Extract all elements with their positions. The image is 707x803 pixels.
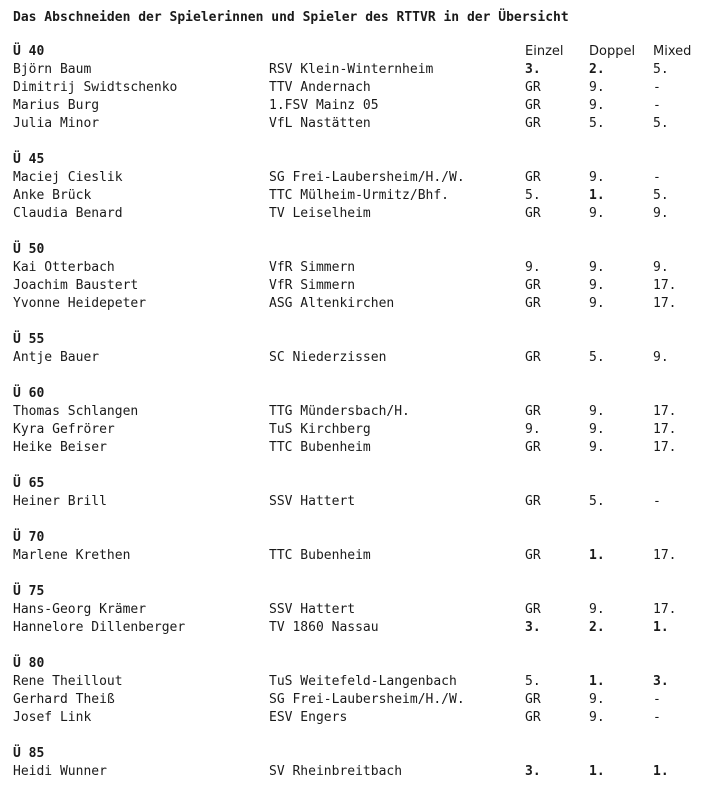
player-name: Antje Bauer bbox=[13, 350, 100, 365]
player-club: TTG Mündersbach/H. bbox=[269, 404, 410, 419]
result-einzel: GR bbox=[525, 98, 541, 113]
result-doppel: 9. bbox=[589, 404, 605, 419]
result-einzel: GR bbox=[525, 494, 541, 509]
result-doppel: 1. bbox=[589, 548, 605, 563]
group-header bbox=[0, 151, 707, 169]
result-doppel: 9. bbox=[589, 602, 605, 617]
result-einzel: GR bbox=[525, 80, 541, 95]
player-name: Heike Beiser bbox=[13, 440, 107, 455]
result-mixed: 17. bbox=[653, 602, 677, 617]
player-club: SG Frei-Laubersheim/H./W. bbox=[269, 692, 465, 707]
result-doppel: 9. bbox=[589, 260, 605, 275]
result-einzel: GR bbox=[525, 350, 541, 365]
player-club: TTC Bubenheim bbox=[269, 548, 371, 563]
player-row bbox=[0, 205, 707, 223]
result-doppel: 9. bbox=[589, 98, 605, 113]
player-club: TV Leiselheim bbox=[269, 206, 371, 221]
group-header bbox=[0, 331, 707, 349]
result-doppel: 9. bbox=[589, 692, 605, 707]
group-header bbox=[0, 529, 707, 547]
player-club: ASG Altenkirchen bbox=[269, 296, 395, 311]
result-einzel: 3. bbox=[525, 764, 541, 779]
result-doppel: 9. bbox=[589, 422, 605, 437]
player-row bbox=[0, 403, 707, 421]
result-einzel: GR bbox=[525, 548, 541, 563]
player-club: 1.FSV Mainz 05 bbox=[269, 98, 379, 113]
player-row bbox=[0, 709, 707, 727]
player-row bbox=[0, 115, 707, 133]
player-name: Yvonne Heidepeter bbox=[13, 296, 147, 311]
player-row bbox=[0, 349, 707, 367]
result-einzel: 3. bbox=[525, 62, 541, 77]
player-name: Björn Baum bbox=[13, 62, 92, 77]
player-row bbox=[0, 61, 707, 79]
group-header bbox=[0, 655, 707, 673]
result-einzel: 3. bbox=[525, 620, 541, 635]
group-header bbox=[0, 385, 707, 403]
player-name: Joachim Baustert bbox=[13, 278, 139, 293]
result-einzel: GR bbox=[525, 602, 541, 617]
player-name: Dimitrij Swidtschenko bbox=[13, 80, 178, 95]
result-mixed: 17. bbox=[653, 548, 677, 563]
player-club: RSV Klein-Winternheim bbox=[269, 62, 434, 77]
result-mixed: 1. bbox=[653, 764, 669, 779]
result-einzel: GR bbox=[525, 404, 541, 419]
player-club: SG Frei-Laubersheim/H./W. bbox=[269, 170, 465, 185]
result-mixed: - bbox=[653, 710, 661, 725]
player-row bbox=[0, 493, 707, 511]
player-name: Kyra Gefrörer bbox=[13, 422, 115, 437]
group-header bbox=[0, 745, 707, 763]
result-einzel: GR bbox=[525, 116, 541, 131]
player-name: Gerhard Theiß bbox=[13, 692, 115, 707]
player-row bbox=[0, 691, 707, 709]
result-einzel: GR bbox=[525, 206, 541, 221]
player-name: Maciej Cieslik bbox=[13, 170, 123, 185]
player-club: TTC Mülheim-Urmitz/Bhf. bbox=[269, 188, 450, 203]
result-doppel: 9. bbox=[589, 170, 605, 185]
player-row bbox=[0, 277, 707, 295]
player-row bbox=[0, 763, 707, 781]
result-mixed: 3. bbox=[653, 674, 669, 689]
player-name: Claudia Benard bbox=[13, 206, 123, 221]
result-doppel: 1. bbox=[589, 188, 605, 203]
player-club: ESV Engers bbox=[269, 710, 348, 725]
result-mixed: 17. bbox=[653, 440, 677, 455]
player-name: Heidi Wunner bbox=[13, 764, 107, 779]
player-name: Thomas Schlangen bbox=[13, 404, 139, 419]
result-einzel: GR bbox=[525, 296, 541, 311]
result-mixed: 5. bbox=[653, 188, 669, 203]
result-mixed: - bbox=[653, 80, 661, 95]
result-mixed: 9. bbox=[653, 350, 669, 365]
result-mixed: 17. bbox=[653, 422, 677, 437]
result-einzel: GR bbox=[525, 170, 541, 185]
player-club: TTV Andernach bbox=[269, 80, 371, 95]
player-name: Kai Otterbach bbox=[13, 260, 115, 275]
player-club: SV Rheinbreitbach bbox=[269, 764, 403, 779]
group-label: Ü 70 bbox=[13, 530, 45, 545]
result-mixed: 5. bbox=[653, 116, 669, 131]
group-label: Ü 85 bbox=[13, 746, 45, 761]
result-mixed: - bbox=[653, 98, 661, 113]
player-name: Heiner Brill bbox=[13, 494, 107, 509]
group-header bbox=[0, 583, 707, 601]
result-einzel: 9. bbox=[525, 422, 541, 437]
group-label: Ü 65 bbox=[13, 476, 45, 491]
result-mixed: - bbox=[653, 494, 661, 509]
result-mixed: 9. bbox=[653, 206, 669, 221]
player-row bbox=[0, 295, 707, 313]
player-club: TuS Kirchberg bbox=[269, 422, 371, 437]
player-row bbox=[0, 547, 707, 565]
result-doppel: 1. bbox=[589, 674, 605, 689]
result-doppel: 9. bbox=[589, 296, 605, 311]
result-doppel: 9. bbox=[589, 440, 605, 455]
result-mixed: 5. bbox=[653, 62, 669, 77]
column-header-mixed: Mixed bbox=[653, 44, 692, 59]
player-name: Hannelore Dillenberger bbox=[13, 620, 186, 635]
player-club: SC Niederzissen bbox=[269, 350, 387, 365]
column-header-einzel: Einzel bbox=[525, 44, 564, 59]
group-header bbox=[0, 241, 707, 259]
result-mixed: 9. bbox=[653, 260, 669, 275]
group-header bbox=[0, 475, 707, 493]
result-mixed: - bbox=[653, 170, 661, 185]
result-mixed: 17. bbox=[653, 278, 677, 293]
result-doppel: 9. bbox=[589, 278, 605, 293]
player-name: Rene Theillout bbox=[13, 674, 123, 689]
player-row bbox=[0, 421, 707, 439]
group-label: Ü 60 bbox=[13, 386, 45, 401]
player-row bbox=[0, 79, 707, 97]
group-label: Ü 50 bbox=[13, 242, 45, 257]
player-row bbox=[0, 601, 707, 619]
column-header-doppel: Doppel bbox=[589, 44, 636, 59]
result-einzel: 9. bbox=[525, 260, 541, 275]
player-club: VfR Simmern bbox=[269, 278, 356, 293]
result-doppel: 9. bbox=[589, 80, 605, 95]
group-label: Ü 80 bbox=[13, 656, 45, 671]
player-club: SSV Hattert bbox=[269, 494, 356, 509]
player-club: SSV Hattert bbox=[269, 602, 356, 617]
player-name: Josef Link bbox=[13, 710, 92, 725]
result-doppel: 5. bbox=[589, 116, 605, 131]
result-doppel: 2. bbox=[589, 620, 605, 635]
result-doppel: 5. bbox=[589, 494, 605, 509]
player-row bbox=[0, 169, 707, 187]
player-row bbox=[0, 97, 707, 115]
result-mixed: 17. bbox=[653, 296, 677, 311]
group-label: Ü 45 bbox=[13, 152, 45, 167]
player-club: VfR Simmern bbox=[269, 260, 356, 275]
group-label: Ü 40 bbox=[13, 44, 45, 59]
result-einzel: GR bbox=[525, 692, 541, 707]
player-name: Marlene Krethen bbox=[13, 548, 131, 563]
group-header bbox=[0, 43, 707, 61]
player-club: TTC Bubenheim bbox=[269, 440, 371, 455]
result-mixed: - bbox=[653, 692, 661, 707]
page-title: Das Abschneiden der Spielerinnen und Spieler des RTTVR in der Übersicht bbox=[13, 10, 569, 25]
result-doppel: 9. bbox=[589, 710, 605, 725]
result-doppel: 9. bbox=[589, 206, 605, 221]
result-einzel: GR bbox=[525, 278, 541, 293]
result-doppel: 5. bbox=[589, 350, 605, 365]
result-einzel: 5. bbox=[525, 188, 541, 203]
player-club: TuS Weitefeld-Langenbach bbox=[269, 674, 457, 689]
player-club: TV 1860 Nassau bbox=[269, 620, 379, 635]
player-row bbox=[0, 187, 707, 205]
result-mixed: 17. bbox=[653, 404, 677, 419]
player-name: Marius Burg bbox=[13, 98, 100, 113]
result-doppel: 1. bbox=[589, 764, 605, 779]
player-row bbox=[0, 439, 707, 457]
player-name: Julia Minor bbox=[13, 116, 100, 131]
player-row bbox=[0, 259, 707, 277]
result-einzel: GR bbox=[525, 440, 541, 455]
result-einzel: GR bbox=[525, 710, 541, 725]
player-name: Anke Brück bbox=[13, 188, 92, 203]
player-row bbox=[0, 673, 707, 691]
player-club: VfL Nastätten bbox=[269, 116, 371, 131]
player-row bbox=[0, 619, 707, 637]
player-name: Hans-Georg Krämer bbox=[13, 602, 147, 617]
group-label: Ü 75 bbox=[13, 584, 45, 599]
result-doppel: 2. bbox=[589, 62, 605, 77]
result-mixed: 1. bbox=[653, 620, 669, 635]
group-label: Ü 55 bbox=[13, 332, 45, 347]
result-einzel: 5. bbox=[525, 674, 541, 689]
